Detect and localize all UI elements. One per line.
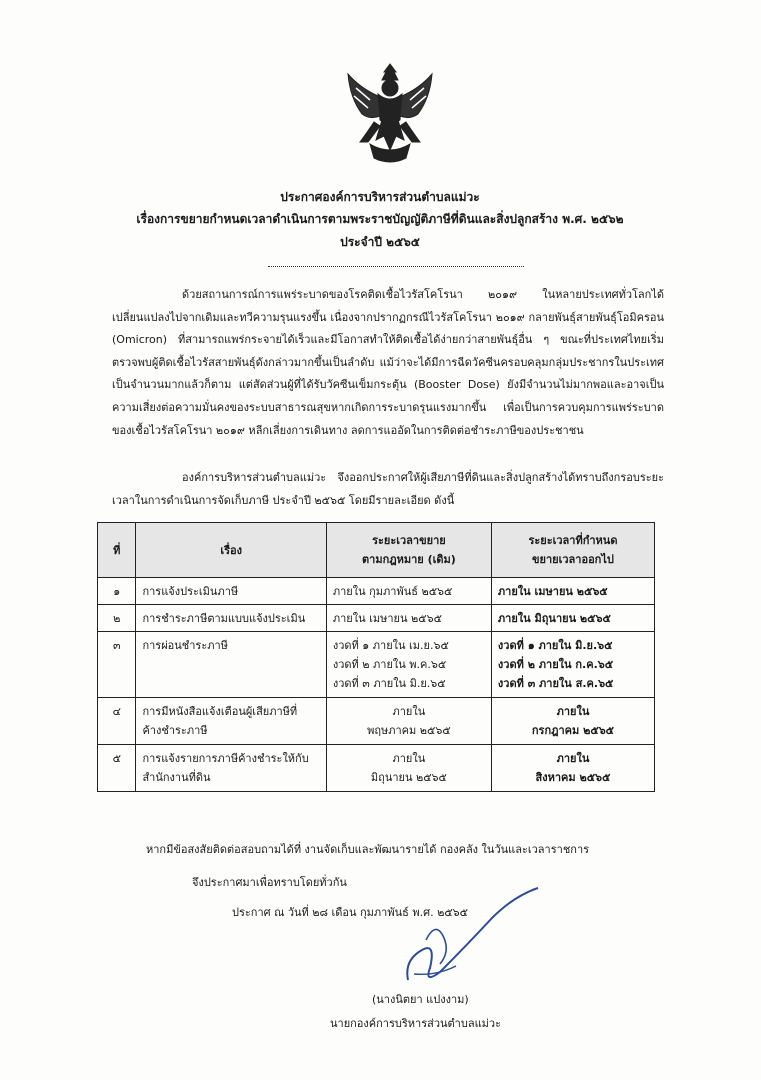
signer-name: (นางนิตยา แปงงาม) bbox=[372, 993, 469, 1006]
table-row: ๔ การมีหนังสือแจ้งเตือนผู้เสียภาษีที่ ค้างชำระภาษี ภายใน พฤษภาคม ๒๕๖๕ ภายใน กรกฎาคม ๒๕๖๕ bbox=[98, 698, 655, 745]
tax-schedule-table bbox=[97, 522, 655, 792]
dotted-divider bbox=[268, 266, 524, 267]
paragraph-notice: องค์การบริหารส่วนตำบลแม่วะ จึงออกประกาศให้ผู้เสียภาษีที่ดินและสิ่งปลูกสร้างได้ทราบถึงกรอบระยะเวลาในการดำเนินการจัดเก็บภาษี ประจำปี ๒๕๖๕ โดยมีรายละเอียด ดังนี้ bbox=[112, 471, 664, 507]
header-extended-period: ระยะเวลาที่กำหนด ขยายเวลาออกไป bbox=[491, 523, 654, 578]
table-header-row bbox=[98, 523, 655, 578]
announcement-subject: เรื่องการขยายกำหนดเวลาดำเนินการตามพระราชบัญญัติภาษีที่ดินและสิ่งปลูกสร้าง พ.ศ. ๒๕๖๒ bbox=[136, 212, 624, 226]
announce-line: จึงประกาศมาเพื่อทราบโดยทั่วกัน bbox=[192, 876, 347, 889]
header-original-period: ระยะเวลาขยาย ตามกฎหมาย (เดิม) bbox=[326, 523, 491, 578]
table-row: ๑ การแจ้งประเมินภาษี ภายใน กุมภาพันธ์ ๒๕๖๕ ภายใน เมษายน ๒๕๖๕ bbox=[98, 578, 655, 605]
paragraph-background: ด้วยสถานการณ์การแพร่ระบาดของโรคติดเชื้อไวรัสโคโรนา ๒๐๑๙ ในหลายประเทศทั่วโลกได้เปลี่ยนแปลงไปจากเดิมและทวีความรุนแรงขึ้น เนื่องจากปรากฏกรณีไวรัสโคโรนา ๒๐๑๙ กลายพันธุ์สายพันธุ์โอมิครอน (Omicron) ที่สามารถแพร่กระจายได้เร็วและมีโอกาสทำให้ติดเชื้อได้ง่ายกว่าสายพันธุ์อื่น ๆ ขณะที่ประเทศไทยเริ่มตรวจพบผู้ติดเชื้อไวรัสสายพันธุ์ดังกล่าวมากขึ้นเป็นลำดับ แม้ว่าจะได้มีการฉีดวัคซีนครอบคลุมกลุ่มประชากรในประเทศเป็นจำนวนมากแล้วก็ตาม แต่สัดส่วนผู้ที่ได้รับวัคซีนเข็มกระตุ้น (Booster Dose) ยังมีจำนวนไม่มากพอและอาจเป็นความเสี่ยงต่อความมั่นคงของระบบสาธารณสุขหากเกิดการระบาดรุนแรงมากขึ้น เพื่อเป็นการควบคุมการแพร่ระบาดของเชื้อไวรัสโคโรนา ๒๐๑๙ หลีกเลี่ยงการเดินทาง ลดการแออัดในการติดต่อชำระภาษีของประชาชน bbox=[112, 288, 664, 437]
announcement-heading: ประกาศองค์การบริหารส่วนตำบลแม่วะ bbox=[280, 190, 480, 204]
announcement-date: ประกาศ ณ วันที่ ๒๘ เดือน กุมภาพันธ์ พ.ศ. ๒๕๖๕ bbox=[232, 906, 468, 919]
table-row: ๒ การชำระภาษีตามแบบแจ้งประเมิน ภายใน เมษายน ๒๕๖๕ ภายใน มิถุนายน ๒๕๖๕ bbox=[98, 605, 655, 632]
handwritten-signature bbox=[396, 880, 546, 990]
header-topic: เรื่อง bbox=[136, 523, 326, 578]
table-row: ๕ การแจ้งรายการภาษีค้างชำระให้กับ สำนักงานที่ดิน ภายใน มิถุนายน ๒๕๖๕ ภายใน สิงหาคม ๒๕๖๕ bbox=[98, 745, 655, 792]
announcement-year: ประจำปี ๒๕๖๕ bbox=[340, 235, 420, 249]
garuda-emblem bbox=[340, 58, 440, 168]
contact-note: หากมีข้อสงสัยติดต่อสอบถามได้ที่ งานจัดเก็บและพัฒนารายได้ กองคลัง ในวันและเวลาราชการ bbox=[146, 843, 590, 856]
signer-title: นายกองค์การบริหารส่วนตำบลแม่วะ bbox=[330, 1017, 501, 1030]
table-row: ๓ การผ่อนชำระภาษี งวดที่ ๑ ภายใน เม.ย.๖๕ งวดที่ ๒ ภายใน พ.ค.๖๕ งวดที่ ๓ ภายใน มิ.ย.๖๕ งวดที่ ๑ ภายใน มิ.ย.๖๕ งวดที่ ๒ ภายใน ก.ค.๖๕ งวดที่ ๓ ภายใน ส.ค.๖๕ bbox=[98, 632, 655, 698]
header-num: ที่ bbox=[98, 523, 136, 578]
